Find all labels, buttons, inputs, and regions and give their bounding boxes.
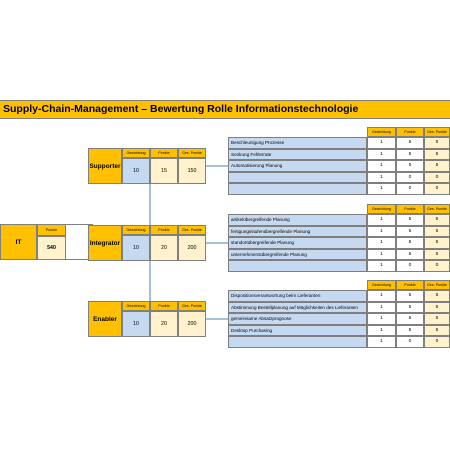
- criteria-value-cell: 5: [396, 249, 424, 261]
- criteria-label: Beschleunigung Prozesse: [228, 137, 367, 149]
- role-header-cell: Ges. Punkte: [178, 148, 206, 158]
- role-value-cell: 15: [150, 158, 178, 184]
- criteria-value-cell: 1: [367, 149, 396, 161]
- criteria-value-cell: 5: [396, 214, 424, 226]
- role-header-cell: Punkte: [150, 301, 178, 311]
- root-points-value: 540: [37, 236, 66, 260]
- criteria-value-cell: 5: [424, 137, 450, 149]
- criteria-header-cell: Punkte: [396, 280, 424, 290]
- criteria-value-cell: 5: [396, 149, 424, 161]
- criteria-label: Abstimmung Bestellplanung auf Möglichkeiten des Lieferanten: [228, 302, 367, 314]
- role-header-cell: Ges. Punkte: [178, 225, 206, 235]
- criteria-value-cell: 1: [367, 336, 396, 348]
- criteria-value-cell: 5: [424, 290, 450, 302]
- criteria-value-cell: 0: [424, 172, 450, 184]
- role-value-cell: 200: [178, 235, 206, 261]
- criteria-header-spacer: [228, 127, 367, 137]
- role-header-cell: Punkte: [150, 148, 178, 158]
- criteria-label: unternehmensübergreifende Planung: [228, 249, 367, 261]
- criteria-header-cell: Punkte: [396, 204, 424, 214]
- criteria-header-cell: Gewichtung: [367, 204, 396, 214]
- criteria-value-cell: 0: [396, 172, 424, 184]
- criteria-header-spacer: [228, 204, 367, 214]
- role-value-cell: 200: [178, 311, 206, 337]
- criteria-label: [228, 260, 367, 272]
- criteria-value-cell: 5: [396, 226, 424, 238]
- criteria-value-cell: 5: [396, 137, 424, 149]
- role-value-cell: 10: [122, 311, 150, 337]
- role-header-cell: Ges. Punkte: [178, 301, 206, 311]
- role-label: Integrator: [88, 225, 122, 261]
- criteria-value-cell: 5: [424, 325, 450, 337]
- criteria-value-cell: 0: [396, 336, 424, 348]
- criteria-value-cell: 0: [424, 336, 450, 348]
- criteria-header-cell: Gewichtung: [367, 127, 396, 137]
- criteria-value-cell: 1: [367, 249, 396, 261]
- criteria-label: artikelübergreifende Planung: [228, 214, 367, 226]
- criteria-value-cell: 5: [424, 249, 450, 261]
- criteria-label: fertigungsstufenübergreifende Planung: [228, 226, 367, 238]
- root-label: IT: [0, 224, 37, 260]
- criteria-value-cell: 5: [396, 325, 424, 337]
- criteria-value-cell: 5: [424, 160, 450, 172]
- criteria-header-spacer: [228, 280, 367, 290]
- criteria-label: standortübergreifende Planung: [228, 237, 367, 249]
- criteria-value-cell: 1: [367, 325, 396, 337]
- criteria-value-cell: 1: [367, 160, 396, 172]
- criteria-value-cell: 0: [396, 260, 424, 272]
- criteria-value-cell: 1: [367, 260, 396, 272]
- criteria-label: Automatisierung Planung: [228, 160, 367, 172]
- criteria-value-cell: 1: [367, 313, 396, 325]
- criteria-header-cell: Ges. Punkte: [424, 280, 450, 290]
- criteria-header-cell: Gewichtung: [367, 280, 396, 290]
- criteria-value-cell: 5: [396, 290, 424, 302]
- role-value-cell: 10: [122, 235, 150, 261]
- criteria-label: Dispositionsverantwortung beim Lieferanten: [228, 290, 367, 302]
- criteria-value-cell: 1: [367, 226, 396, 238]
- criteria-label: Desktop Purchasing: [228, 325, 367, 337]
- role-header-cell: Gewichtung: [122, 301, 150, 311]
- role-value-cell: 20: [150, 235, 178, 261]
- criteria-value-cell: 1: [367, 183, 396, 195]
- criteria-value-cell: 1: [367, 302, 396, 314]
- criteria-value-cell: 1: [367, 172, 396, 184]
- criteria-value-cell: 5: [424, 149, 450, 161]
- criteria-header-cell: Ges. Punkte: [424, 127, 450, 137]
- criteria-value-cell: 5: [396, 313, 424, 325]
- criteria-value-cell: 5: [424, 226, 450, 238]
- criteria-value-cell: 5: [396, 160, 424, 172]
- criteria-value-cell: 1: [367, 214, 396, 226]
- criteria-value-cell: 0: [396, 183, 424, 195]
- criteria-value-cell: 0: [424, 260, 450, 272]
- criteria-value-cell: 5: [396, 237, 424, 249]
- criteria-value-cell: 5: [396, 302, 424, 314]
- role-label: Enabler: [88, 301, 122, 337]
- criteria-label: gemeinsame Absatzprognose: [228, 313, 367, 325]
- criteria-label: [228, 183, 367, 195]
- criteria-value-cell: 5: [424, 302, 450, 314]
- criteria-header-cell: Punkte: [396, 127, 424, 137]
- criteria-label: [228, 172, 367, 184]
- criteria-label: Senkung Fehlerrate: [228, 149, 367, 161]
- role-header-cell: Punkte: [150, 225, 178, 235]
- role-label: Supporter: [88, 148, 122, 184]
- role-value-cell: 10: [122, 158, 150, 184]
- criteria-label: [228, 336, 367, 348]
- root-points-header: Punkte: [37, 224, 66, 236]
- criteria-value-cell: 1: [367, 137, 396, 149]
- criteria-header-cell: Ges. Punkte: [424, 204, 450, 214]
- role-header-cell: Gewichtung: [122, 225, 150, 235]
- criteria-value-cell: 1: [367, 237, 396, 249]
- role-header-cell: Gewichtung: [122, 148, 150, 158]
- criteria-value-cell: 0: [424, 183, 450, 195]
- criteria-value-cell: 1: [367, 290, 396, 302]
- page-title: Supply-Chain-Management – Bewertung Rolle Informationstechnologie: [3, 103, 359, 115]
- criteria-value-cell: 5: [424, 237, 450, 249]
- criteria-value-cell: 5: [424, 214, 450, 226]
- criteria-value-cell: 5: [424, 313, 450, 325]
- role-value-cell: 150: [178, 158, 206, 184]
- role-value-cell: 20: [150, 311, 178, 337]
